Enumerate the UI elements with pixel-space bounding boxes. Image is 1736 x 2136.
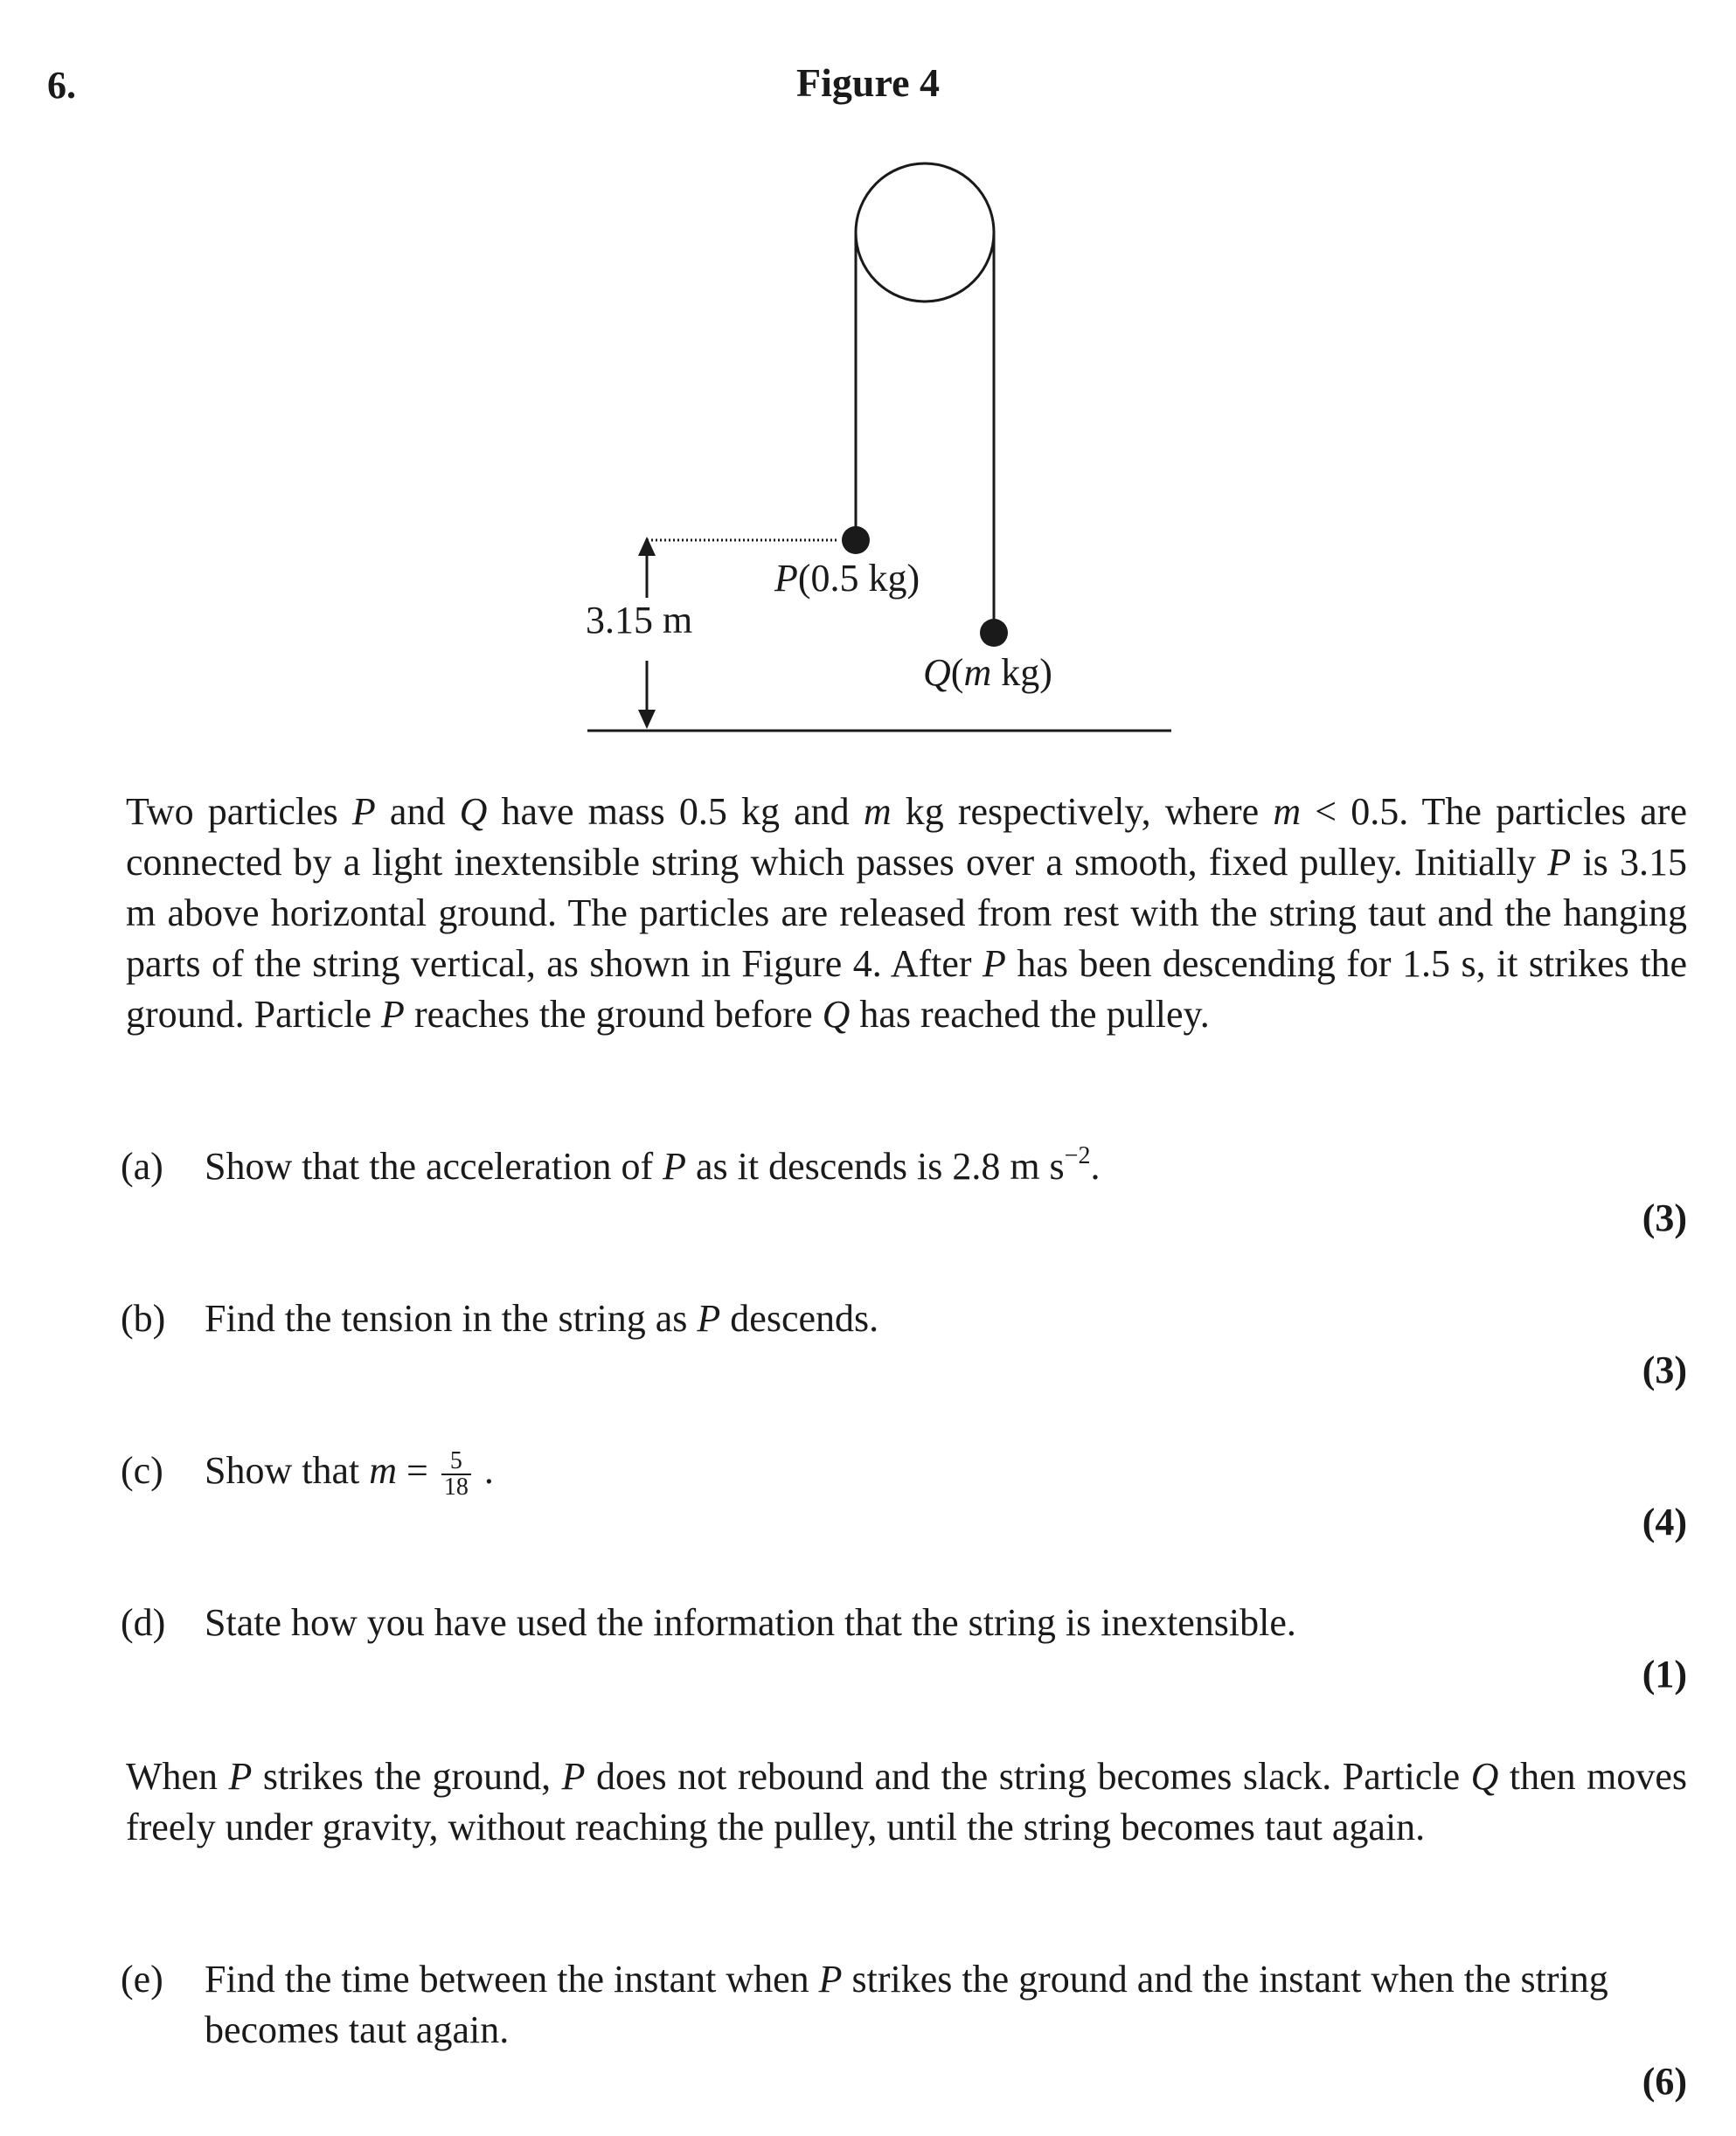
- particle-q: [980, 619, 1008, 647]
- marks-a: (3): [1642, 1196, 1687, 1239]
- q-mass-symbol: m: [963, 651, 992, 694]
- question-number: 6.: [47, 64, 76, 107]
- figure-title: Figure 4: [796, 60, 940, 105]
- fraction: $\frac{5}{18}$: [441, 1449, 471, 1500]
- slack-paragraph: When P strikes the ground, P does not rebound and the string becomes slack. Particle Q then moves freely under gravity, without reaching the pulley, until the string becomes taut again.: [126, 1755, 1687, 1848]
- marks-e: (6): [1642, 2060, 1687, 2103]
- arrow-head-down: [638, 710, 656, 729]
- pulley-figure: [0, 0, 1736, 752]
- part-b: (b) Find the tension in the string as P descends.: [121, 1297, 879, 1340]
- marks-b: (3): [1642, 1349, 1687, 1391]
- part-a: (a) Show that the acceleration of P as it descends is 2.8 m $s^{-2}$.: [121, 1142, 1101, 1188]
- part-d: (d) State how you have used the information that the string is inextensible.: [121, 1601, 1296, 1644]
- part-e: (e) Find the time between the instant when P strikes the ground and the instant when the string becomes taut again.: [121, 1958, 1608, 2051]
- part-c: (c) Show that m = $\frac{5}{18}$ .: [121, 1446, 494, 1501]
- p-mass: (0.5 kg): [797, 557, 920, 600]
- height-label: 3.15 m: [586, 599, 693, 641]
- marks-d: (1): [1642, 1653, 1687, 1696]
- q-mass-unit: kg): [991, 651, 1052, 694]
- marks-c: (4): [1642, 1501, 1687, 1543]
- q-symbol: Q: [923, 651, 951, 694]
- p-symbol: P: [774, 557, 798, 600]
- intro-paragraph: Two particles P and Q have mass 0.5 kg and m kg respectively, where m < 0.5. The particles are connected by a light inextensible string which passes over a smooth, fixed pulley. Initially P is 3.15 m above horizontal ground. The particles are released from rest with the string taut and the hanging parts of the string vertical, as shown in Figure 4. After P has been descending for 1.5 s, it strikes the ground. Particle P reaches the ground before Q has reached the pulley.: [126, 790, 1687, 1036]
- particle-p: [842, 526, 870, 554]
- p-label: [774, 556, 920, 600]
- pulley: [856, 163, 994, 302]
- q-label: Q(m kg): [923, 651, 1052, 694]
